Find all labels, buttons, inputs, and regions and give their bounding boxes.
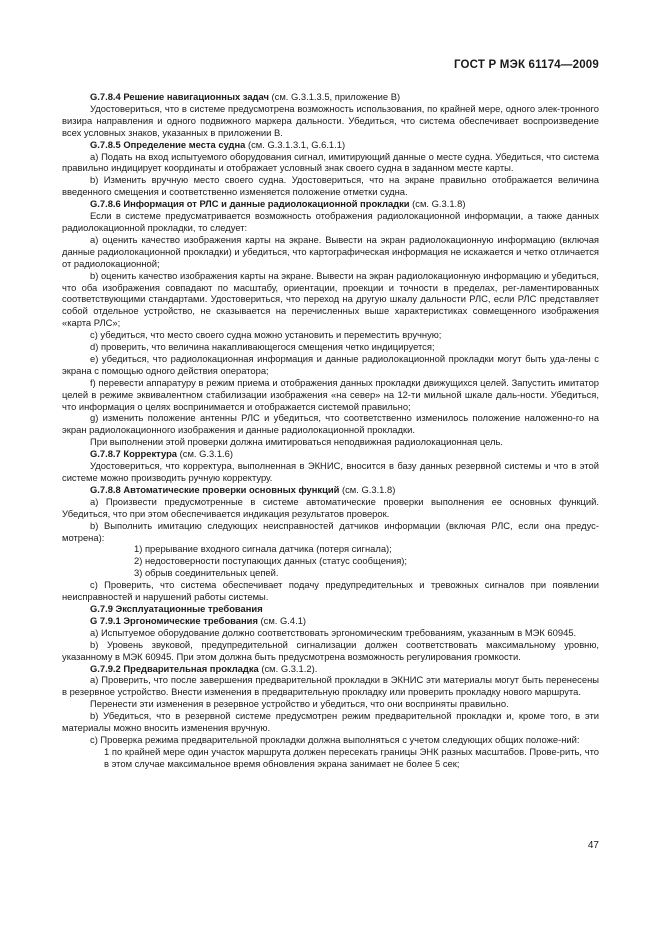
paragraph: с) Проверить, что система обеспечивает подачу предупредительных и тревожных сигналов при появлении неисправностей и нарушений работы системы.	[62, 579, 599, 603]
paragraph: а) Испытуемое оборудование должно соответствовать эргономическим требованиям, указанным в МЭК 60945.	[90, 626, 577, 638]
paragraph: G.7.8.8 Автоматические проверки основных функций (см. G.3.1.8)	[90, 483, 396, 495]
paragraph: G.7.8.7 Корректура (см. G.3.1.6)	[90, 448, 233, 460]
paragraph: f) перевести аппаратуру в режим приема и отображения данных прокладки движущихся целей. Запустить имитатор целей в режиме эквивалентном стабилизации изображения «на север» на 12-ти мильной шкале даль-ности. Убедиться, что информация о целях воспринимается и отображается системой правильно;	[62, 376, 599, 412]
paragraph: а) Произвести предусмотренные в системе автоматические проверки выполнения ее основных функций. Убедиться, что при этом обеспечивается индикация результатов проверок.	[62, 495, 599, 519]
paragraph: При выполнении этой проверки должна имитироваться неподвижная радиолокационная цель.	[90, 436, 503, 448]
paragraph: а) Подать на вход испытуемого оборудования сигнал, имитирующий данные о месте судна. Убедиться, что система правильно индицирует координаты и отображает условный знак своего судна в заданном месте карты.	[62, 150, 599, 174]
paragraph: g) изменить положение антенны РЛС и убедиться, что соответственно изменилось положение наложенно-го на экран радиолокационного изображения и данные радиолокационной прокладки.	[62, 412, 599, 436]
paragraph: с) убедиться, что место своего судна можно установить и переместить вручную;	[90, 329, 442, 341]
paragraph: Перенести эти изменения в резервное устройство и убедиться, что они восприняты правильно.	[90, 698, 509, 710]
document-header: ГОСТ Р МЭК 61174—2009	[453, 59, 599, 71]
paragraph: е) убедиться, что радиолокационная информация и данные радиолокационной прокладки могут быть уда-лены с экрана с помощью одного действия оператора;	[62, 352, 599, 376]
paragraph: G.7.8.4 Решение навигационных задач (см. G.3.1.3.5, приложение В)	[90, 91, 401, 102]
paragraph: d) проверить, что величина накапливающегося смещения четко индицируется;	[90, 341, 435, 353]
paragraph: b) Изменить вручную место своего судна. Удостовериться, что на экране правильно отображается величина введенного смещения и соответственно изменяется положение отметки судна.	[62, 174, 599, 198]
paragraph: G.7.9 Эксплуатационные требования	[90, 602, 263, 614]
page-number: 47	[587, 840, 599, 851]
paragraph: G.7.8.5 Определение места судна (см. G.3.1.3.1, G.6.1.1)	[90, 138, 346, 150]
list-item: 3) обрыв соединительных цепей.	[134, 567, 279, 579]
paragraph: G.7.8.6 Информация от РЛС и данные радиолокационной прокладки (см. G.3.1.8)	[90, 198, 466, 210]
paragraph: Удостовериться, что корректура, выполненная в ЭКНИС, вносится в базу данных резервной системы и что в этой системе можно производить ручную корректуру.	[62, 460, 599, 483]
paragraph: Если в системе предусматривается возможность отображения радиолокационной информации, а также данных радиолокационной прокладки, то следует:	[62, 210, 599, 233]
paragraph: b) Убедиться, что в резервной системе предусмотрен режим предварительной прокладки и, кроме того, в эти материалы можно вносить изменения вручную.	[62, 710, 599, 734]
paragraph: а) Проверить, что после завершения предварительной прокладки в ЭКНИС эти материалы могут быть перенесены в резервное устройство. Внести изменения в предварительную прокладку или проверить прокладку нового маршрута.	[62, 674, 599, 698]
paragraph: G 7.9.1 Эргономические требования (см. G.4.1)	[90, 614, 307, 626]
document-body	[62, 91, 599, 770]
paragraph: а) оценить качество изображения карты на экране. Вывести на экран радиолокационную информацию (включая данные радиолокационной прокладки) и убедиться, что картографическая информация не искажается и четко отличается от радиолокационной;	[62, 233, 599, 269]
paragraph: Удостовериться, что в системе предусмотрена возможность использования, по крайней мере, одного элек-тронного визира направления и одного подвижного маркера дальности. Убедиться, что система обеспечивает воспроизведение всех условных знаков, указанных в приложении В.	[62, 102, 599, 138]
paragraph: b) оценить качество изображения карты на экране. Вывести на экран радиолокационную информацию и убедиться, что оба изображения совпадают по масштабу, ориентации, проекции и точности в пределах, рег-ламентированных соответствующими стандартами. Удостовериться, что переход на другую шкалу дальности РЛС, если РЛС представляет собой отдельное устройство, не сказывается на перечисленных выше характеристиках совмещенного изображения «карта РЛС»;	[62, 269, 599, 329]
paragraph: с) Проверка режима предварительной прокладки должна выполняться с учетом следующих общих положе-ний:	[90, 733, 580, 745]
list-item: 2) недостоверности поступающих данных (статус сообщения);	[134, 555, 408, 567]
list-item: 1 по крайней мере один участок маршрута должен пересекать границы ЭНК разных масштабов. Прове-рить, что в этом случае максимальное время обновления экрана занимает не более 5 сек;	[104, 745, 599, 769]
list-item: 1) прерывание входного сигнала датчика (потеря сигнала);	[134, 543, 392, 555]
paragraph: b) Уровень звуковой, предупредительной сигнализации должен соответствовать максимальному уровню, указанному в МЭК 60945. При этом должна быть предусмотрена возможность регулирования громкости.	[62, 638, 599, 662]
paragraph: G.7.9.2 Предварительная прокладка (см. G.3.1.2).	[90, 662, 318, 674]
paragraph: b) Выполнить имитацию следующих неисправностей датчиков информации (включая РЛС, если она предус-мотрена):	[62, 519, 599, 543]
